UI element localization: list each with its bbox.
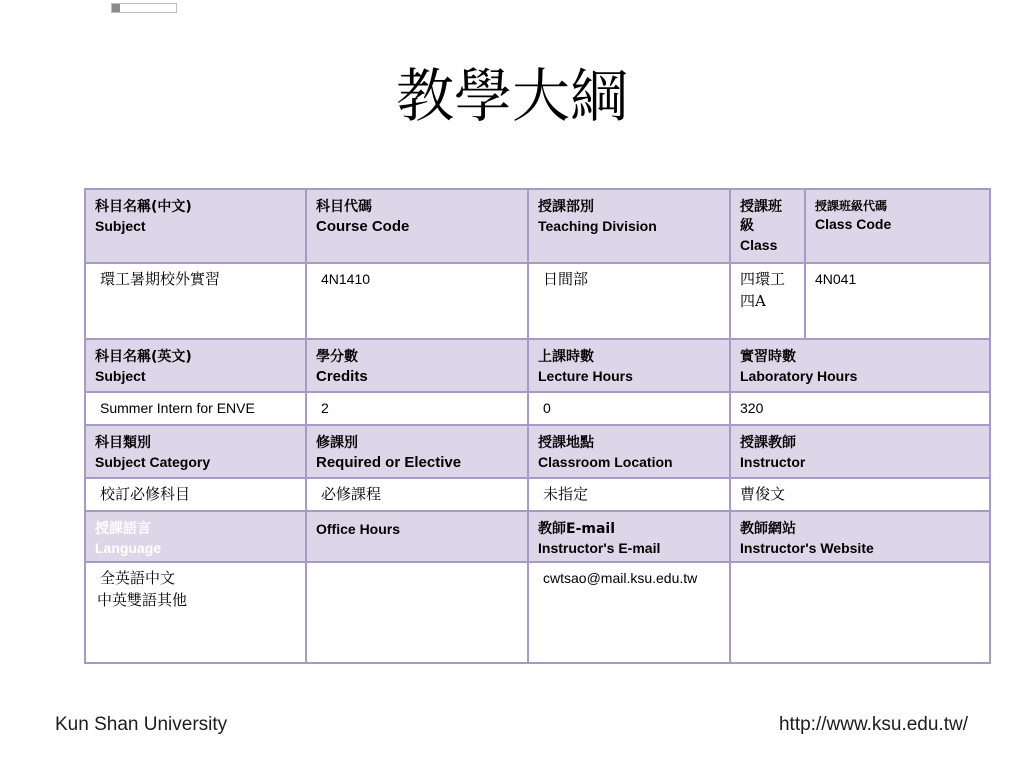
header-language-en: Language [95, 540, 162, 556]
value-required [306, 478, 528, 511]
header-course-code-en: Course Code [316, 218, 410, 235]
header-division [528, 189, 730, 263]
header-subject-en-label: 科目名稱(英文) [95, 349, 192, 365]
value-lab-hours-text: 320 [740, 400, 764, 416]
value-location-text: 未指定 [543, 485, 589, 503]
header-subject-en [85, 339, 306, 392]
value-category-text: 校訂必修科目 [100, 485, 191, 503]
header-division-en: Teaching Division [538, 218, 657, 234]
footer-website-url: http://www.ksu.edu.tw/ [778, 714, 968, 735]
footer-university-name: Kun Shan University [55, 714, 228, 735]
syllabus-table [84, 188, 991, 664]
value-class [730, 263, 805, 339]
header-division-label: 授課部別 [538, 199, 594, 215]
header-required-en: Required or Elective [316, 454, 462, 471]
header-category-label: 科目類別 [95, 435, 151, 451]
value-language-line2: 中英雙語其他 [97, 591, 188, 609]
header-lecture-hours-en: Lecture Hours [538, 368, 633, 384]
value-class-code [805, 263, 990, 339]
header-instructor [730, 425, 990, 478]
header-subject-en-en: Subject [95, 368, 146, 384]
value-required-text: 必修課程 [321, 485, 382, 503]
value-course-code-text: 4N1410 [321, 271, 371, 287]
header-location-label: 授課地點 [538, 435, 594, 451]
header-course-code-label: 科目代碼 [316, 199, 372, 215]
value-lab-hours [730, 392, 990, 425]
value-email-text: cwtsao@mail.ksu.edu.tw [543, 570, 698, 586]
header-lab-hours-en: Laboratory Hours [740, 368, 858, 384]
value-location [528, 478, 730, 511]
value-class-code-text: 4N041 [815, 271, 857, 287]
value-credits [306, 392, 528, 425]
header-subject-zh [85, 189, 306, 263]
value-lecture-hours-text: 0 [543, 400, 551, 416]
value-language-line1: 全英語中文 [100, 569, 176, 587]
header-row-3 [85, 425, 990, 478]
slide-top-mark [111, 3, 177, 13]
header-language [85, 511, 306, 562]
header-office-hours-en: Office Hours [316, 521, 401, 537]
header-credits-label: 學分數 [316, 349, 358, 365]
value-row-3 [85, 478, 990, 511]
header-lab-hours-label: 實習時數 [740, 349, 796, 365]
header-credits-en: Credits [316, 368, 368, 385]
value-subject-en [85, 392, 306, 425]
header-lecture-hours [528, 339, 730, 392]
header-required-label: 修課別 [316, 435, 358, 451]
value-subject-zh-text: 環工暑期校外實習 [100, 270, 221, 288]
header-row-4 [85, 511, 990, 562]
header-location [528, 425, 730, 478]
header-row-1 [85, 189, 990, 263]
value-category [85, 478, 306, 511]
header-class [730, 189, 805, 263]
value-row-1 [85, 263, 990, 339]
header-subject-zh-label: 科目名稱(中文) [95, 199, 192, 215]
value-row-2 [85, 392, 990, 425]
header-class-code [805, 189, 990, 263]
value-office-hours [306, 562, 528, 663]
value-lecture-hours [528, 392, 730, 425]
header-language-label: 授課語言 [95, 521, 151, 537]
header-class-code-label: 授課班級代碼 [815, 199, 888, 213]
value-course-code [306, 263, 528, 339]
value-division-text: 日間部 [543, 270, 589, 288]
value-instructor [730, 478, 990, 511]
value-class-text: 四環工四A [740, 270, 786, 310]
value-language [85, 562, 306, 663]
header-subject-zh-en: Subject [95, 218, 146, 234]
header-email-label: 教師E-mail [538, 521, 616, 537]
header-website-label: 教師網站 [740, 521, 796, 537]
header-location-en: Classroom Location [538, 454, 673, 470]
header-email-en: Instructor's E-mail [538, 540, 661, 556]
header-lab-hours [730, 339, 990, 392]
header-class-code-en: Class Code [815, 216, 892, 232]
header-instructor-en: Instructor [740, 454, 806, 470]
header-category-en: Subject Category [95, 454, 211, 470]
value-instructor-text: 曹俊文 [740, 485, 786, 503]
value-credits-text: 2 [321, 400, 329, 416]
header-course-code [306, 189, 528, 263]
header-instructor-label: 授課教師 [740, 435, 796, 451]
header-lecture-hours-label: 上課時數 [538, 349, 594, 365]
header-category [85, 425, 306, 478]
header-email [528, 511, 730, 562]
header-office-hours [306, 511, 528, 562]
header-credits [306, 339, 528, 392]
header-row-2 [85, 339, 990, 392]
value-subject-zh [85, 263, 306, 339]
header-required [306, 425, 528, 478]
page-title: 教學大綱 [395, 62, 628, 130]
header-website-en: Instructor's Website [740, 540, 874, 556]
value-division [528, 263, 730, 339]
header-website [730, 511, 990, 562]
header-class-label: 授課班級 [740, 199, 782, 234]
value-subject-en-text: Summer Intern for ENVE [100, 400, 255, 416]
header-class-en: Class [740, 237, 778, 253]
value-website [730, 562, 990, 663]
value-email [528, 562, 730, 663]
value-row-4 [85, 562, 990, 663]
